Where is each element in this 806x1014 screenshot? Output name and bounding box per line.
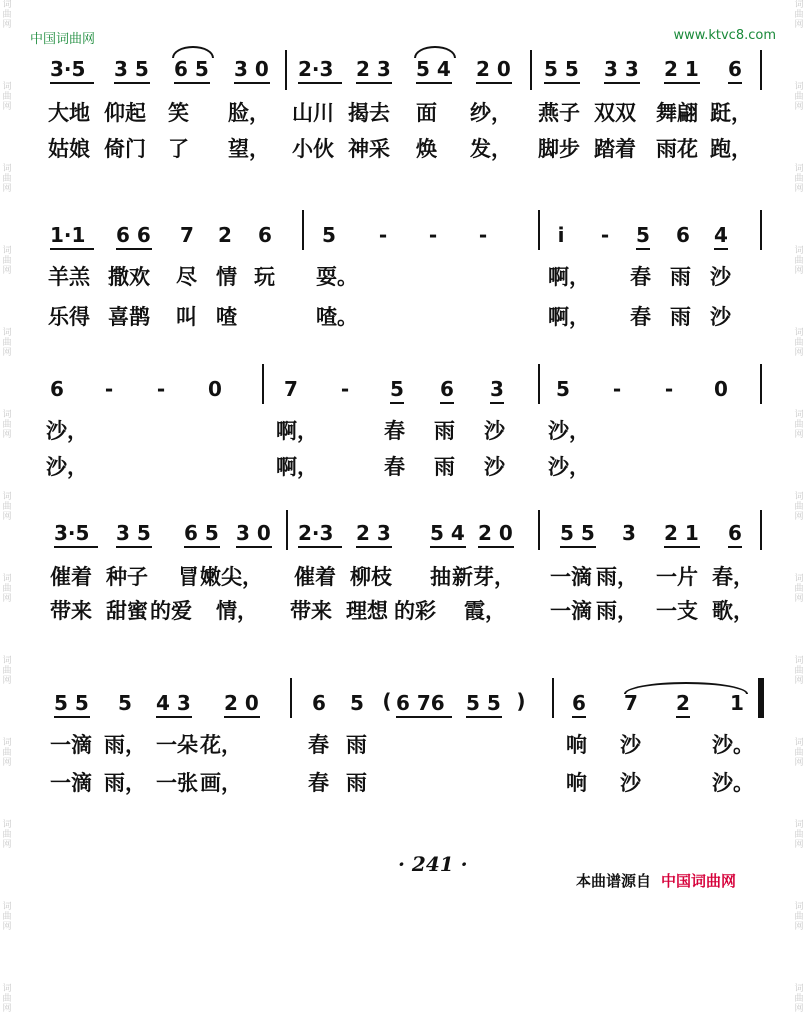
note: - — [378, 223, 388, 247]
lyric: 嫩尖， — [200, 564, 263, 589]
beam — [544, 82, 580, 84]
beam — [50, 82, 94, 84]
lyric: 脸， — [228, 100, 270, 125]
lyric: 催着 — [294, 564, 336, 589]
note: - — [600, 223, 610, 247]
lyric: 歌， — [712, 598, 754, 623]
note: 6 — [572, 691, 586, 715]
barline — [538, 210, 540, 250]
lyric: 羊羔 — [48, 264, 90, 289]
note: - — [156, 377, 166, 401]
note: 6 5 — [184, 521, 219, 545]
lyric: 柳枝 — [350, 564, 392, 589]
barline — [760, 210, 762, 250]
beam — [356, 82, 392, 84]
barline — [262, 364, 264, 404]
lyric: 啊， — [276, 454, 318, 479]
note: 2 — [218, 223, 232, 247]
side-watermark-left — [1, 0, 13, 1014]
note: 6 — [50, 377, 64, 401]
note: 1 — [730, 691, 744, 715]
page-number: · 241 · — [398, 852, 468, 876]
lyric: 冒 — [178, 564, 199, 589]
lyric: 带来 — [290, 598, 332, 623]
note: 6 — [676, 223, 690, 247]
paren-left: ( — [382, 689, 392, 713]
lyric: 一滴 — [550, 564, 592, 589]
beam — [664, 546, 700, 548]
note: 5 5 — [54, 691, 89, 715]
lyric: 沙， — [46, 418, 88, 443]
side-watermark-text: 词曲网 — [794, 328, 804, 358]
lyric: 一滴 — [50, 770, 92, 795]
beam — [728, 546, 742, 548]
lyric: 新芽， — [452, 564, 515, 589]
beam — [116, 248, 152, 250]
lyric: 跹， — [710, 100, 752, 125]
lyric: 雨， — [596, 564, 638, 589]
final-barline — [758, 678, 764, 718]
lyric: 雨， — [104, 770, 146, 795]
lyric: 姑娘 — [48, 136, 90, 161]
source-label: 本曲谱源自 — [576, 872, 652, 890]
side-watermark-text: 词曲网 — [794, 656, 804, 686]
side-watermark-text: 词曲网 — [794, 902, 804, 932]
note: - — [104, 377, 114, 401]
lyric: 情 — [216, 264, 237, 289]
barline — [538, 364, 540, 404]
lyric: 小伙 — [292, 136, 334, 161]
side-watermark-text: 词曲网 — [2, 492, 12, 522]
note: 6 — [728, 57, 742, 81]
side-watermark-text: 词曲网 — [2, 164, 12, 194]
lyric: 玩 — [254, 264, 275, 289]
note: 4 — [714, 223, 728, 247]
lyric: 雨 — [434, 418, 455, 443]
note: 2 0 — [476, 57, 511, 81]
lyric: 种子 — [106, 564, 148, 589]
note: 7 — [624, 691, 638, 715]
note: 5 4 — [430, 521, 465, 545]
beam — [430, 546, 466, 548]
beam — [416, 82, 452, 84]
lyric: 雨 — [434, 454, 455, 479]
beam — [466, 716, 502, 718]
lyric: 响 — [566, 732, 587, 757]
lyric: 舞翩 — [656, 100, 698, 125]
beam — [184, 546, 220, 548]
beam — [560, 546, 596, 548]
beam — [728, 82, 742, 84]
barline — [530, 50, 532, 90]
note: 0 — [208, 377, 222, 401]
lyric: 雨， — [104, 732, 146, 757]
lyric: 甜蜜 — [106, 598, 148, 623]
lyric: 耍。 — [316, 264, 358, 289]
lyric: 啊， — [548, 264, 590, 289]
lyric: 雨， — [596, 598, 638, 623]
lyric: 喜鹊 — [108, 304, 150, 329]
side-watermark-text: 词曲网 — [794, 246, 804, 276]
note: 5 — [390, 377, 404, 401]
lyric: 沙 — [484, 418, 505, 443]
lyric: 了 — [168, 136, 189, 161]
side-watermark-text: 词曲网 — [794, 410, 804, 440]
lyric: 望， — [228, 136, 270, 161]
note: 3 3 — [604, 57, 639, 81]
lyric: 春 — [384, 418, 405, 443]
side-watermark-text: 词曲网 — [2, 410, 12, 440]
note: - — [664, 377, 674, 401]
side-watermark-text: 词曲网 — [2, 574, 12, 604]
barline — [290, 678, 292, 718]
lyric: 山川 — [292, 100, 334, 125]
side-watermark-text: 词曲网 — [794, 164, 804, 194]
side-watermark-text: 词曲网 — [794, 820, 804, 850]
beam — [390, 402, 404, 404]
lyric: 一张 — [156, 770, 198, 795]
lyric: 面 — [416, 100, 437, 125]
lyric: 春 — [384, 454, 405, 479]
lyric: 笑 — [168, 100, 189, 125]
lyric: 一支 — [656, 598, 698, 623]
note: 3 0 — [236, 521, 271, 545]
note: 3·5 — [54, 521, 90, 545]
lyric: 啊， — [548, 304, 590, 329]
lyric: 情， — [216, 598, 258, 623]
note: 2·3 — [298, 57, 334, 81]
paren-right: ) — [516, 689, 526, 713]
side-watermark-text: 词曲网 — [2, 0, 12, 30]
lyric: 理想 — [346, 598, 388, 623]
watermark-left: 中国词曲网 — [30, 32, 96, 47]
note: 2 3 — [356, 57, 391, 81]
lyric: 喳。 — [316, 304, 358, 329]
lyric: 一滴 — [550, 598, 592, 623]
barline — [538, 510, 540, 550]
note: 7 — [284, 377, 298, 401]
side-watermark-text: 词曲网 — [2, 984, 12, 1014]
side-watermark-text: 词曲网 — [794, 738, 804, 768]
lyric: 燕子 — [538, 100, 580, 125]
lyric: 春 — [308, 732, 329, 757]
lyric: 画， — [200, 770, 242, 795]
note: - — [428, 223, 438, 247]
lyric: 发， — [470, 136, 512, 161]
side-watermark-text: 词曲网 — [2, 902, 12, 932]
side-watermark-text: 词曲网 — [794, 984, 804, 1014]
note: 6 5 — [174, 57, 209, 81]
note: 6 6 — [116, 223, 151, 247]
slur — [624, 682, 748, 694]
beam — [156, 716, 192, 718]
lyric: 春 — [630, 264, 651, 289]
lyric: 仰起 — [104, 100, 146, 125]
beam — [440, 402, 454, 404]
lyric: 沙。 — [712, 770, 754, 795]
side-watermark-text: 词曲网 — [794, 492, 804, 522]
lyric: 抽 — [430, 564, 451, 589]
side-watermark-text: 词曲网 — [2, 738, 12, 768]
note: 3 — [622, 521, 636, 545]
lyric: 焕 — [416, 136, 437, 161]
lyric: 大地 — [48, 100, 90, 125]
note: 5 5 — [544, 57, 579, 81]
lyric: 揭去 — [348, 100, 390, 125]
note: 5 5 — [560, 521, 595, 545]
note: 3 5 — [114, 57, 149, 81]
note: 4 3 — [156, 691, 191, 715]
note: 1·1 — [50, 223, 86, 247]
note: 6 76 — [396, 691, 445, 715]
slur — [172, 46, 214, 58]
lyric: 的彩 — [394, 598, 436, 623]
lyric: 沙 — [620, 732, 641, 757]
note: i — [557, 223, 565, 247]
beam — [116, 546, 152, 548]
note: 2·3 — [298, 521, 334, 545]
note: - — [478, 223, 488, 247]
lyric: 神采 — [348, 136, 390, 161]
side-watermark-right — [793, 0, 805, 1014]
slur — [414, 46, 456, 58]
notes-row — [0, 510, 806, 545]
lyric: 沙 — [710, 304, 731, 329]
lyric: 踏着 — [594, 136, 636, 161]
source-site-link[interactable]: 中国词曲网 — [661, 872, 737, 890]
barline — [285, 50, 287, 90]
lyric: 纱， — [470, 100, 512, 125]
note: 2 — [676, 691, 690, 715]
note: - — [340, 377, 350, 401]
beam — [604, 82, 640, 84]
side-watermark-text: 词曲网 — [2, 246, 12, 276]
lyric: 雨 — [346, 770, 367, 795]
lyric: 倚门 — [104, 136, 146, 161]
beam — [664, 82, 700, 84]
side-watermark-text: 词曲网 — [794, 574, 804, 604]
side-watermark-text: 词曲网 — [2, 656, 12, 686]
lyric: 春 — [630, 304, 651, 329]
note: 7 — [180, 223, 194, 247]
notes-row — [0, 678, 806, 715]
lyric: 雨 — [670, 304, 691, 329]
barline — [552, 678, 554, 718]
note: - — [612, 377, 622, 401]
lyric: 雨花 — [656, 136, 698, 161]
notes-row — [0, 50, 806, 80]
side-watermark-text: 词曲网 — [2, 328, 12, 358]
lyric: 沙 — [484, 454, 505, 479]
lyric: 雨 — [670, 264, 691, 289]
beam — [572, 716, 586, 718]
note: 6 — [440, 377, 454, 401]
lyric: 春， — [712, 564, 754, 589]
lyric: 一片 — [656, 564, 698, 589]
note: 5 — [118, 691, 132, 715]
side-watermark-text: 词曲网 — [794, 0, 804, 30]
barline — [286, 510, 288, 550]
side-watermark-text: 词曲网 — [2, 820, 12, 850]
lyric: 啊， — [276, 418, 318, 443]
lyric: 沙， — [46, 454, 88, 479]
note: 3 5 — [116, 521, 151, 545]
note: 0 — [714, 377, 728, 401]
lyric: 跑， — [710, 136, 752, 161]
beam — [478, 546, 514, 548]
lyric: 沙 — [710, 264, 731, 289]
lyric: 雨 — [346, 732, 367, 757]
barline — [760, 50, 762, 90]
note: 6 — [728, 521, 742, 545]
lyric: 催着 — [50, 564, 92, 589]
beam — [490, 402, 504, 404]
beam — [476, 82, 512, 84]
beam — [298, 82, 342, 84]
note: 2 0 — [224, 691, 259, 715]
lyric: 尽 — [176, 264, 197, 289]
note: 5 — [350, 691, 364, 715]
lyric: 脚步 — [538, 136, 580, 161]
lyric: 花， — [200, 732, 242, 757]
notes-row — [0, 210, 806, 247]
lyric: 撒欢 — [108, 264, 150, 289]
lyric: 叫 — [176, 304, 197, 329]
beam — [50, 248, 94, 250]
note: 2 1 — [664, 521, 699, 545]
barline — [760, 364, 762, 404]
side-watermark-text: 词曲网 — [2, 82, 12, 112]
lyric: 一朵 — [156, 732, 198, 757]
note: 5 — [556, 377, 570, 401]
lyric: 一滴 — [50, 732, 92, 757]
beam — [298, 546, 342, 548]
note: 3 0 — [234, 57, 269, 81]
lyric: 霞， — [464, 598, 506, 623]
lyric: 沙， — [548, 418, 590, 443]
notes-row — [0, 364, 806, 401]
beam — [114, 82, 150, 84]
note: 5 4 — [416, 57, 451, 81]
beam — [714, 248, 728, 250]
barline — [760, 510, 762, 550]
barline — [302, 210, 304, 250]
lyric: 响 — [566, 770, 587, 795]
beam — [396, 716, 452, 718]
beam — [174, 82, 210, 84]
note: 5 — [322, 223, 336, 247]
beam — [224, 716, 260, 718]
lyric: 带来 — [50, 598, 92, 623]
beam — [54, 716, 90, 718]
side-watermark-text: 词曲网 — [794, 82, 804, 112]
lyric: 沙 — [620, 770, 641, 795]
beam — [234, 82, 270, 84]
beam — [636, 248, 650, 250]
note: 5 — [636, 223, 650, 247]
lyric: 的爱 — [150, 598, 192, 623]
note: 6 — [312, 691, 326, 715]
lyric: 乐得 — [48, 304, 90, 329]
note: 3·5 — [50, 57, 86, 81]
beam — [236, 546, 272, 548]
lyric: 沙。 — [712, 732, 754, 757]
note: 2 0 — [478, 521, 513, 545]
lyric: 春 — [308, 770, 329, 795]
beam — [356, 546, 392, 548]
watermark-right: www.ktvc8.com — [673, 28, 776, 43]
lyric: 双双 — [594, 100, 636, 125]
beam — [676, 716, 690, 718]
note: 5 5 — [466, 691, 501, 715]
lyric: 喳 — [216, 304, 237, 329]
note: 6 — [258, 223, 272, 247]
note: 3 — [490, 377, 504, 401]
source-credit — [576, 870, 736, 891]
lyric: 沙， — [548, 454, 590, 479]
beam — [54, 546, 98, 548]
note: 2 1 — [664, 57, 699, 81]
note: 2 3 — [356, 521, 391, 545]
